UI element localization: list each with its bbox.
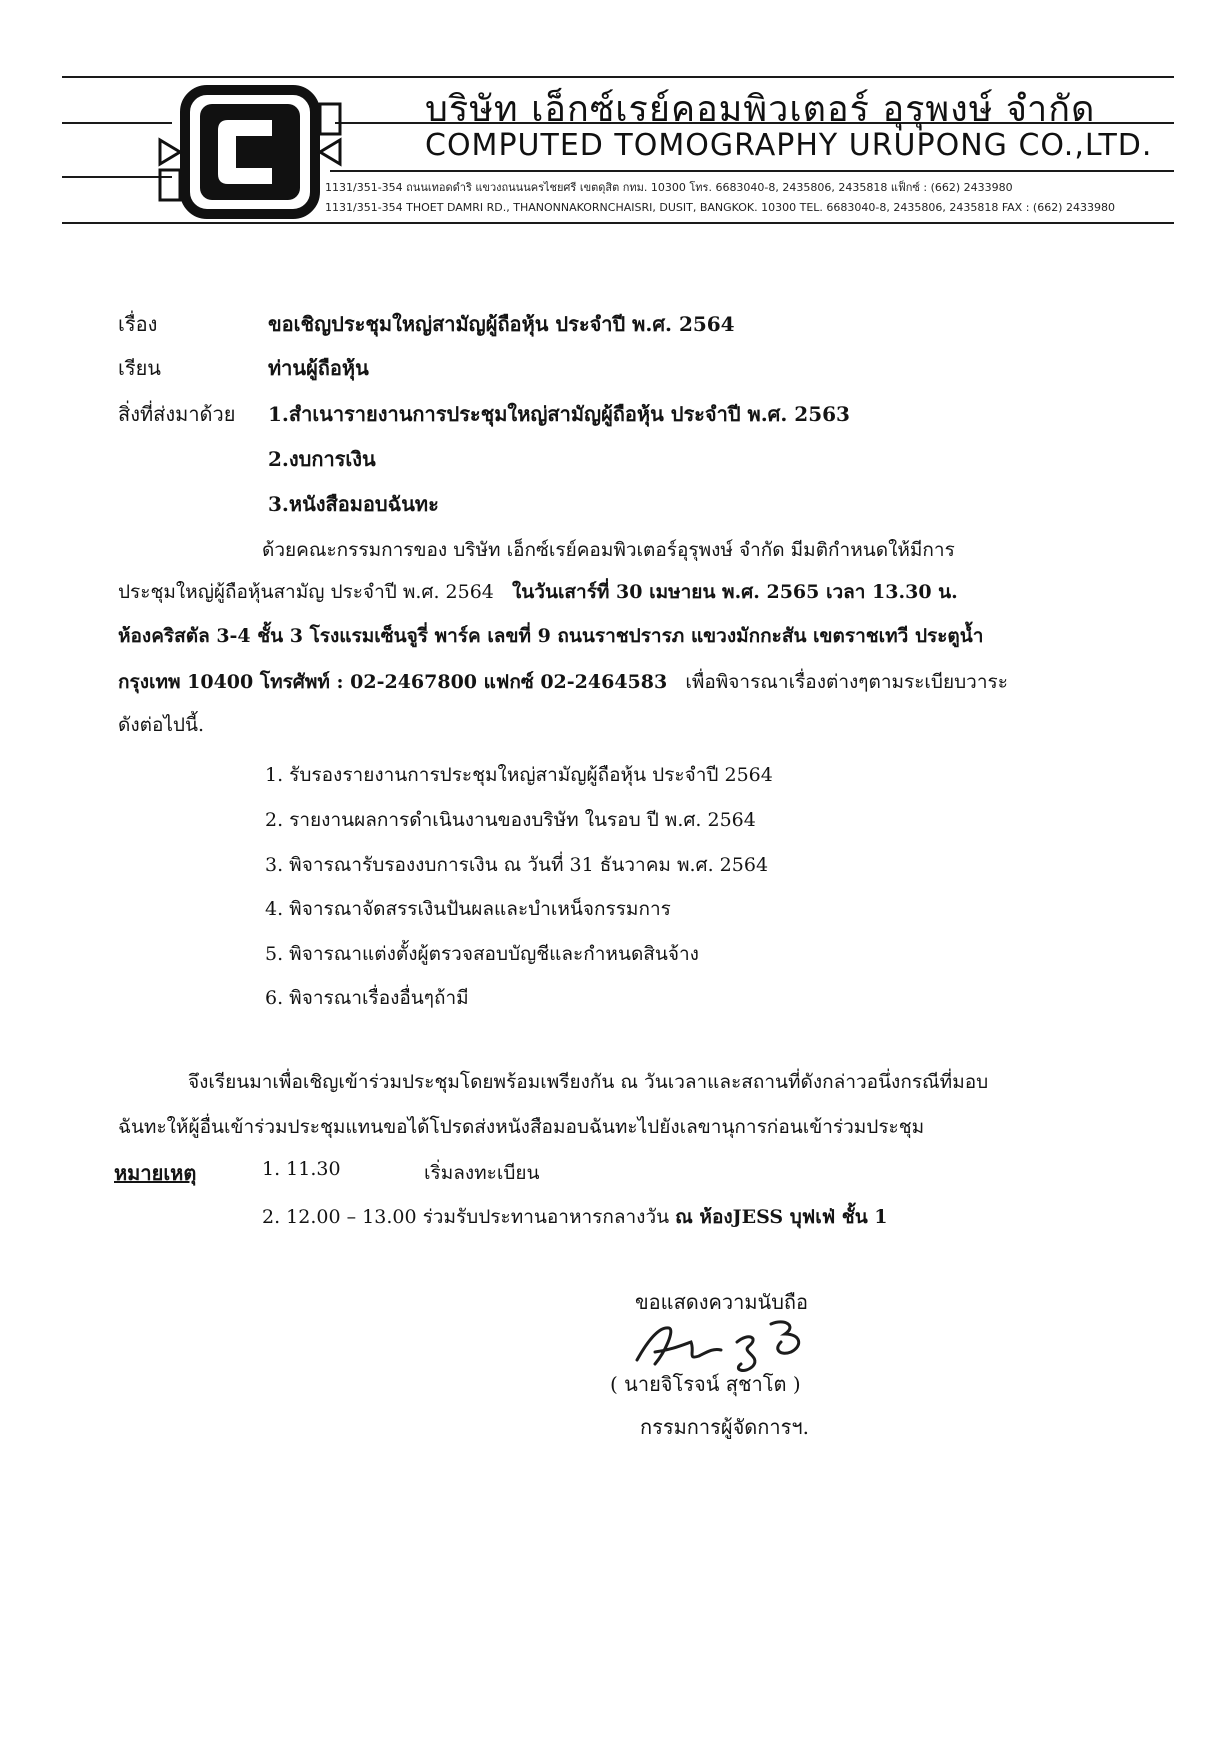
note-item-2-text: 2. 12.00 – 13.00 ร่วมรับประทานอาหารกลางวัน <box>262 1206 670 1228</box>
address-thai: 1131/351-354 ถนนเทอดดำริ แขวงถนนนครไชยศรี เขตดุสิต กทม. 10300 โทร. 6683040-8, 2435806, 2435818 แฟ็กซ์ : (662) 2433980 <box>325 181 1013 194</box>
company-name-thai: บริษัท เอ็กซ์เรย์คอมพิวเตอร์ อุรุพงษ์ จำกัด <box>425 89 1096 130</box>
enclosure-item-1: 1.สำเนารายงานการประชุมใหญ่สามัญผู้ถือหุ้น ประจำปี พ.ศ. 2563 <box>268 402 850 426</box>
agenda-item-5: 5. พิจารณาแต่งตั้งผู้ตรวจสอบบัญชีและกำหนดสินจ้าง <box>265 943 699 965</box>
body-line-5: ดังต่อไปนี้. <box>118 714 205 736</box>
address-english: 1131/351-354 THOET DAMRI RD., THANONNAKORNCHAISRI, DUSIT, BANGKOK. 10300 TEL. 6683040-8, 2435806, 2435818 FAX : (662) 2433980 <box>325 201 1115 214</box>
agenda-item-1: 1. รับรองรายงานการประชุมใหญ่สามัญผู้ถือหุ้น ประจำปี 2564 <box>265 764 773 786</box>
to-text: ท่านผู้ถือหุ้น <box>268 356 369 380</box>
note-item-1-text: เริ่มลงทะเบียน <box>424 1162 540 1184</box>
subject-label: เรื่อง <box>118 312 158 336</box>
signer-title: กรรมการผู้จัดการฯ. <box>640 1415 809 1439</box>
note-item-1-number: 1. 11.30 <box>262 1158 341 1180</box>
body-line-4-normal: เพื่อพิจารณาเรื่องต่างๆตามระเบียบวาระ <box>685 671 1008 693</box>
body-line-1: ด้วยคณะกรรมการของ บริษัท เอ็กซ์เรย์คอมพิวเตอร์อุรุพงษ์ จำกัด มีมติกำหนดให้มีการ <box>262 539 955 561</box>
enclosure-item-3: 3.หนังสือมอบฉันทะ <box>268 492 439 516</box>
closing-text: ขอแสดงความนับถือ <box>635 1290 809 1314</box>
agenda-item-4: 4. พิจารณาจัดสรรเงินปันผลและบำเหน็จกรรมการ <box>265 898 671 920</box>
enclosures-label: สิ่งที่ส่งมาด้วย <box>118 402 236 426</box>
enclosure-item-2: 2.งบการเงิน <box>268 447 376 471</box>
note-item-2 <box>262 1202 888 1232</box>
agenda-item-2: 2. รายงานผลการดำเนินงานของบริษัท ในรอบ ปี พ.ศ. 2564 <box>265 809 756 831</box>
subject-text: ขอเชิญประชุมใหญ่สามัญผู้ถือหุ้น ประจำปี พ.ศ. 2564 <box>268 312 735 336</box>
to-label: เรียน <box>118 356 161 380</box>
note-item-2-location: ณ ห้องJESS บุฟเฟ่ ชั้น 1 <box>675 1206 888 1228</box>
letterhead-divider-rule <box>330 170 1174 172</box>
company-logo <box>150 82 350 222</box>
body-line-2-normal: ประชุมใหญ่ผู้ถือหุ้นสามัญ ประจำปี พ.ศ. 2564 <box>118 581 494 603</box>
company-name-english: COMPUTED TOMOGRAPHY URUPONG CO.,LTD. <box>425 128 1153 163</box>
agenda-item-3: 3. พิจารณารับรองงบการเงิน ณ วันที่ 31 ธันวาคม พ.ศ. 2564 <box>265 854 769 876</box>
body-line-3 <box>118 621 1094 651</box>
letterhead-top-rule <box>62 76 1174 78</box>
agenda-item-6: 6. พิจารณาเรื่องอื่นๆถ้ามี <box>265 987 469 1009</box>
body-line-4 <box>118 667 1094 697</box>
signer-name: ( นายจิโรจน์ สุชาโต ) <box>610 1372 801 1396</box>
body-line-2-bold: ในวันเสาร์ที่ 30 เมษายน พ.ศ. 2565 เวลา 13.30 น. <box>512 581 958 603</box>
body-line-3-bold: ห้องคริสตัล 3-4 ชั้น 3 โรงแรมเซ็นจูรี่ พาร์ค เลขที่ 9 ถนนราชปรารภ แขวงมักกะสัน เขตราชเทวี ประตูน้ำ <box>118 625 984 647</box>
letterhead-bottom-rule <box>62 222 1174 224</box>
body-line-4-bold: กรุงเทพ 10400 โทรศัพท์ : 02-2467800 แฟกซ์ 02-2464583 <box>118 671 668 693</box>
invitation-line-1: จึงเรียนมาเพื่อเชิญเข้าร่วมประชุมโดยพร้อมเพรียงกัน ณ วันเวลาและสถานที่ดังกล่าวอนึ่งกรณีที่มอบ <box>188 1071 989 1093</box>
invitation-line-2: ฉันทะให้ผู้อื่นเข้าร่วมประชุมแทนขอได้โปรดส่งหนังสือมอบฉันทะไปยังเลขานุการก่อนเข้าร่วมประชุม <box>118 1116 925 1138</box>
notes-label: หมายเหตุ <box>114 1161 197 1185</box>
body-line-2 <box>118 577 1094 607</box>
